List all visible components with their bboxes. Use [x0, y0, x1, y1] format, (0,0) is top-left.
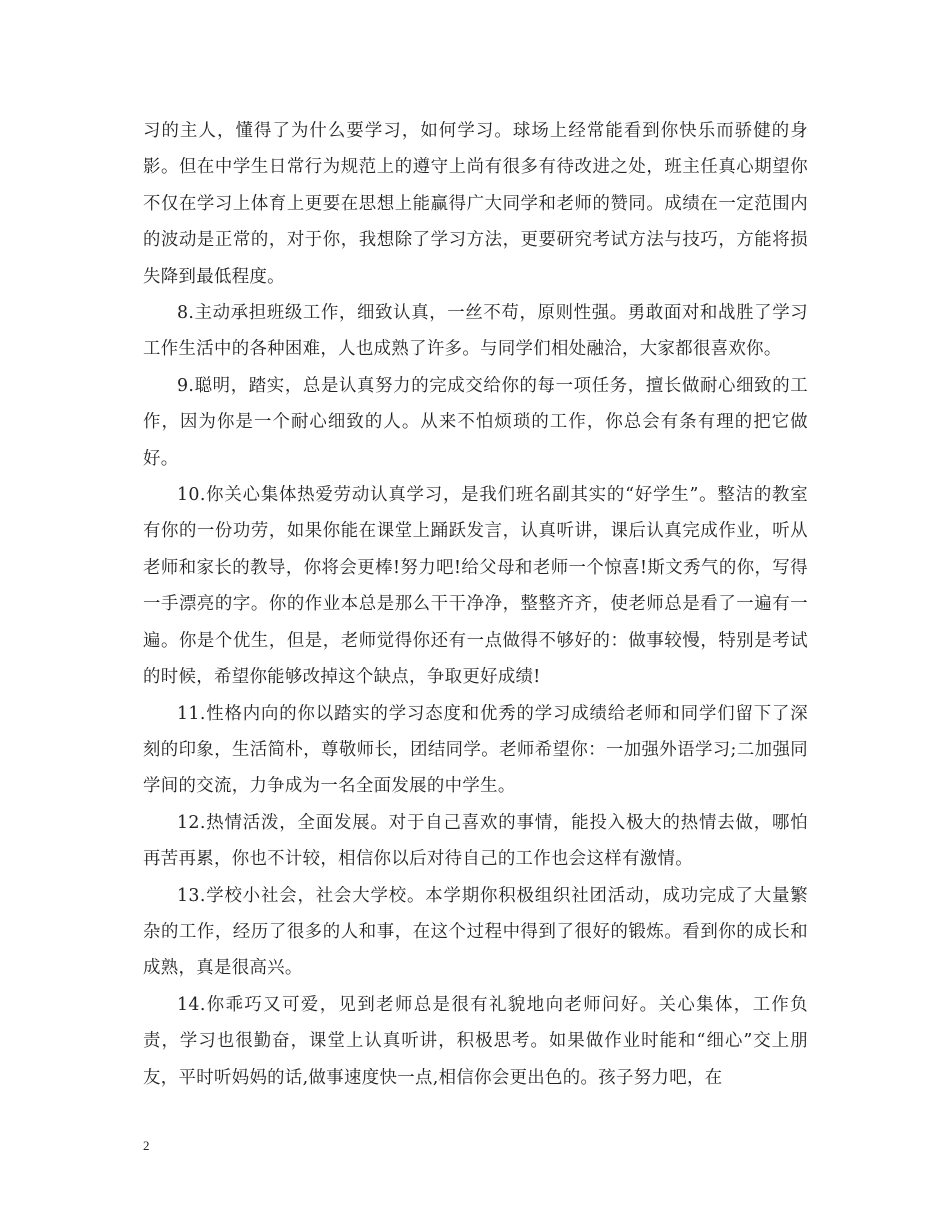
- paragraph-continuation: 习的主人，懂得了为什么要学习，如何学习。球场上经常能看到你快乐而骄健的身影。但在中学生日常行为规范上的遵守上尚有很多有待改进之处，班主任真心期望你不仅在学习上体育上更要在思想上能赢得广大同学和老师的赞同。成绩在一定范围内的波动是正常的，对于你，我想除了学习方法，更要研究考试方法与技巧，方能将损失降到最低程度。: [143, 121, 808, 287]
- page-number: 2: [143, 1138, 150, 1153]
- paragraph-item-14: 14.你乖巧又可爱，见到老师总是很有礼貌地向老师问好。关心集体，工作负责，学习也很勤奋，课堂上认真听讲，积极思考。如果做作业时能和“细心”交上朋友，平时听妈妈的话,做事速度快一点,相信你会更出色的。孩子努力吧，在: [143, 994, 808, 1088]
- paragraph-item-12: 12.热情活泼，全面发展。对于自己喜欢的事情，能投入极大的热情去做，哪怕再苦再累，你也不计较，相信你以后对待自己的工作也会这样有激情。: [143, 812, 808, 870]
- paragraph-item-10: 10.你关心集体热爱劳动认真学习，是我们班名副其实的“好学生”。整洁的教室有你的一份功劳，如果你能在课堂上踊跃发言，认真听讲，课后认真完成作业，听从老师和家长的教导，你将会更棒!努力吧!给父母和老师一个惊喜!斯文秀气的你，写得一手漂亮的字。你的作业本总是那么干干净净，整整齐齐，使老师总是看了一遍有一遍。你是个优生，但是，老师觉得你还有一点做得不够好的：做事较慢，特别是考试的时候，希望你能够改掉这个缺点，争取更好成绩!: [143, 485, 808, 688]
- paragraph-item-9: 9.聪明，踏实，总是认真努力的完成交给你的每一项任务，擅长做耐心细致的工作，因为你是一个耐心细致的人。从来不怕烦琐的工作，你总会有条有理的把它做好。: [143, 375, 808, 469]
- paragraph-item-13: 13.学校小社会，社会大学校。本学期你积极组织社团活动，成功完成了大量繁杂的工作，经历了很多的人和事，在这个过程中得到了很好的锻炼。看到你的成长和成熟，真是很高兴。: [143, 885, 808, 979]
- paragraph-item-11: 11.性格内向的你以踏实的学习态度和优秀的学习成绩给老师和同学们留下了深刻的印象，生活简朴，尊敬师长，团结同学。老师希望你：一加强外语学习;二加强同学间的交流，力争成为一名全面发展的中学生。: [143, 703, 808, 797]
- paragraph-item-8: 8.主动承担班级工作，细致认真，一丝不苟，原则性强。勇敢面对和战胜了学习工作生活中的各种困难，人也成熟了许多。与同学们相处融洽，大家都很喜欢你。: [143, 303, 808, 360]
- document-body: [143, 113, 808, 1096]
